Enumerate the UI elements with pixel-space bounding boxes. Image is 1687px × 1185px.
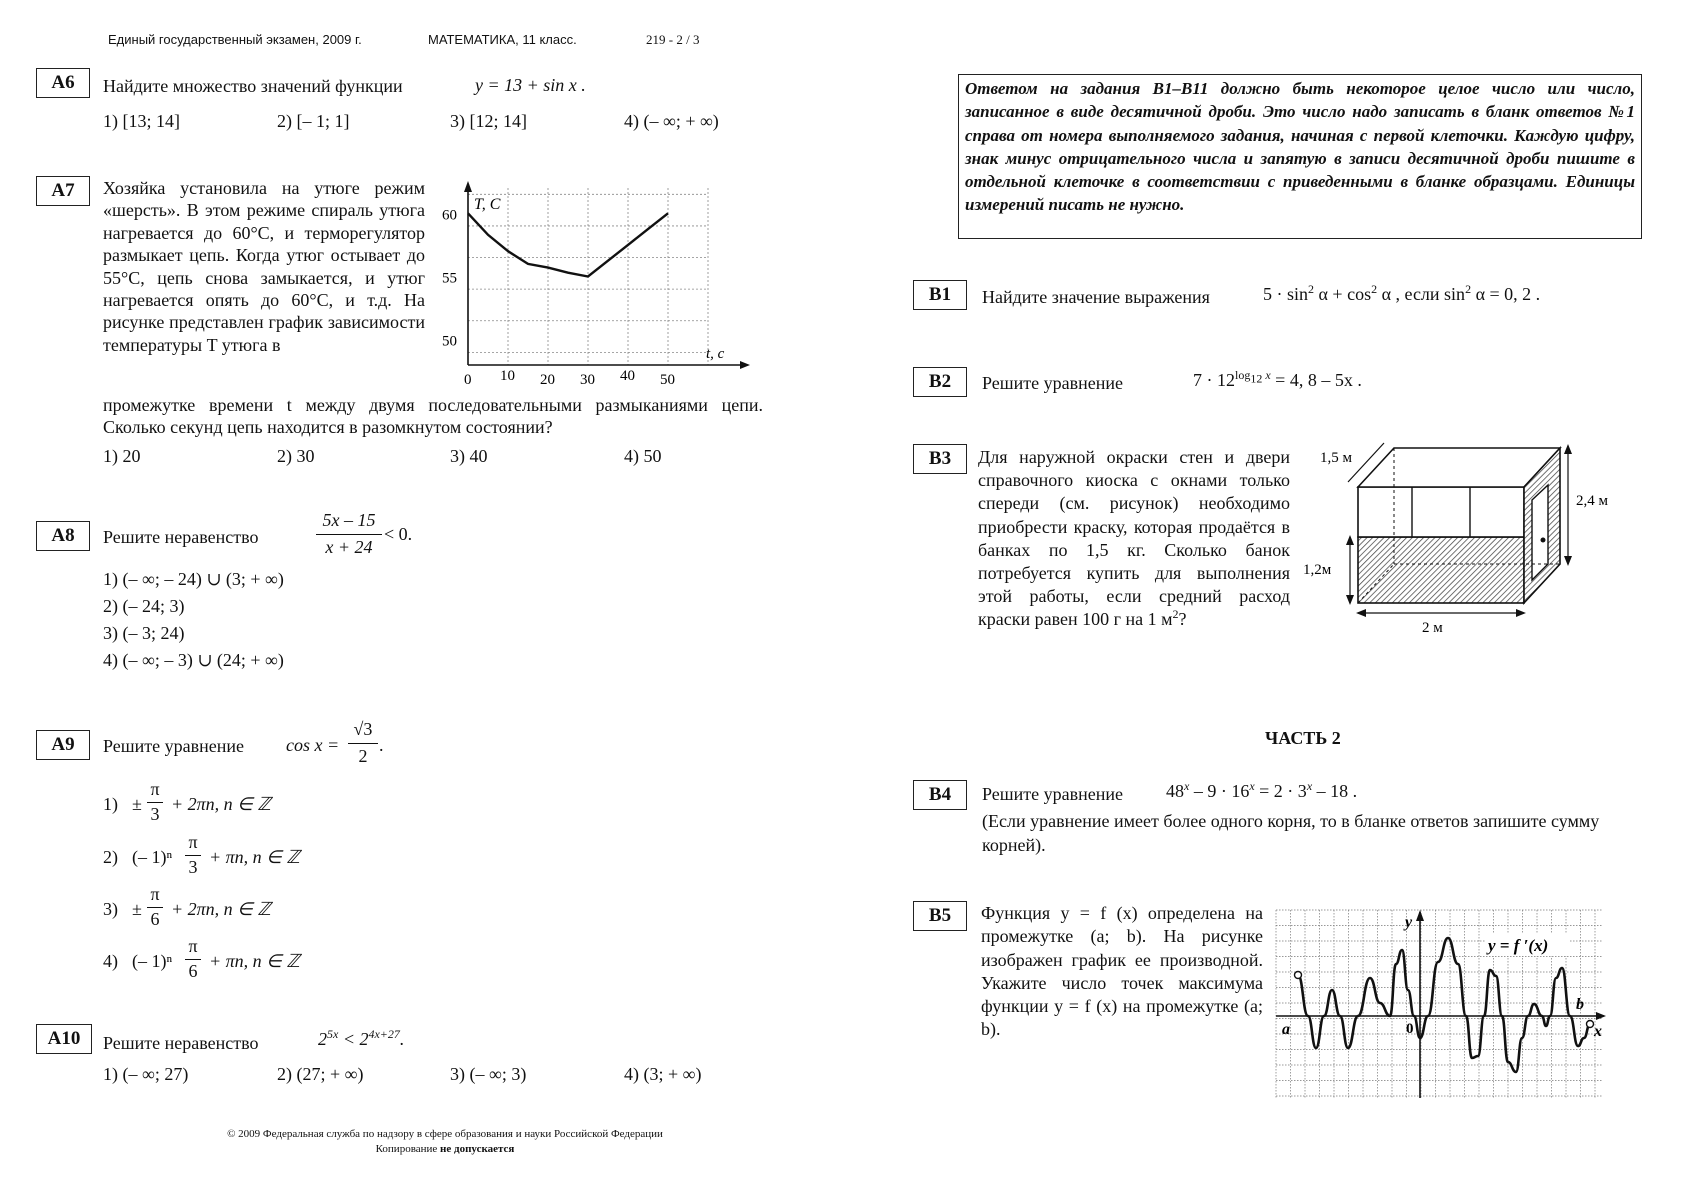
task-a9-option-4-fraction-numerator: π: [188, 936, 198, 956]
dim-lower-arrow-top: [1346, 535, 1354, 545]
task-a10-option-1: 1) (– ∞; 27): [103, 1064, 189, 1084]
dim-lower-label: 1,2м: [1303, 562, 1332, 578]
task-a7-text: Хозяйка установила на утюге режим «шерсть». В этом режиме спираль утюга нагревается до 60°С, и терморегулятор размыкает цепь. Когда утюг остывает до 55°С, цепь снова замыкается, и утюг нагревается опять до 60°С, и т.д. На рисунке представлен график зависимости температуры T утюга в: [103, 178, 425, 355]
chart-x-tick-label: 40: [620, 368, 635, 384]
derivative-y-axis-arrow: [1416, 910, 1424, 921]
task-a9-option-1-fraction-bar: [147, 802, 163, 803]
task-b3-tag: В3: [913, 444, 967, 474]
task-a9-option-2-suffix: + πn, n ∈ ℤ: [209, 847, 300, 867]
task-a8-relation: < 0.: [384, 524, 413, 544]
task-a10-expression: $2^{5x} < 2^{4x+27}$.: [318, 1027, 405, 1049]
task-a9-option-2-fraction-bar: [185, 855, 201, 856]
task-b2-tag: В2: [913, 367, 967, 397]
task-a9-option-2-prefix: (– 1)ⁿ: [132, 847, 173, 867]
task-a9-tag: А9: [36, 730, 90, 760]
task-a9-option-3-fraction-denominator: 6: [150, 909, 160, 929]
task-a10-option-4: 4) (3; + ∞): [624, 1064, 702, 1084]
task-a6-option-1: 1) [13; 14]: [103, 111, 180, 131]
task-a7-option-2: 2) 30: [277, 446, 315, 466]
task-a6-option-2: 2) [– 1; 1]: [277, 111, 350, 131]
derivative-open-endpoint-a: [1295, 972, 1302, 979]
derivative-function-label: y = f ′(x): [1488, 936, 1549, 955]
task-a9-option-1-fraction-numerator: π: [150, 779, 160, 799]
task-a8-question: Решите неравенство: [103, 527, 259, 547]
chart-x-tick-label: 0: [464, 372, 472, 388]
dim-height-label: 2,4 м: [1576, 493, 1608, 509]
task-a6-question: Найдите множество значений функции: [103, 76, 403, 96]
task-a10-option-3: 3) (– ∞; 3): [450, 1064, 527, 1084]
task-b1-tag: В1: [913, 280, 967, 310]
task-a9-option-3-number: 3): [103, 899, 118, 919]
chart-y-axis-label: T, C: [474, 196, 501, 213]
task-a9-option-4-fraction-bar: [185, 959, 201, 960]
dim-height-arrow-top: [1564, 444, 1572, 454]
task-a6-tag: А6: [36, 68, 90, 98]
task-a7-option-1: 1) 20: [103, 446, 141, 466]
chart-y-tick-label: 60: [442, 207, 457, 224]
task-b1-question: Найдите значение выражения: [982, 287, 1210, 307]
task-b4-note: (Если уравнение имеет более одного корня, то в бланке ответов запишите сумму корней).: [982, 811, 1600, 855]
chart-series-line: [468, 213, 668, 276]
derivative-a-label: a: [1282, 1021, 1290, 1038]
chart-x-tick-label: 20: [540, 372, 555, 388]
task-b5-text: Функция y = f (x) определена на промежутке (a; b). На рисунке изображен график ее производной. Укажите число точек максимума функции y = f (x) на промежутке (a; b).: [981, 903, 1263, 1040]
derivative-curve: [1298, 938, 1590, 1072]
task-a9-option-4-number: 4): [103, 951, 118, 971]
task-a9-option-1-suffix: + 2πn, n ∈ ℤ: [171, 794, 271, 814]
task-a6-option-3: 3) [12; 14]: [450, 111, 527, 131]
iron-temperature-chart: [440, 180, 750, 390]
task-a7-option-3: 3) 40: [450, 446, 488, 466]
dim-width-arrow-left: [1356, 609, 1366, 617]
header-subject: МАТЕМАТИКА, 11 класс.: [428, 32, 577, 47]
task-b4-tag: В4: [913, 780, 967, 810]
chart-x-tick-label: 10: [500, 368, 515, 384]
task-a7-option-4: 4) 50: [624, 446, 662, 466]
chart-x-axis-arrow: [740, 361, 750, 369]
kiosk-door-handle: [1541, 538, 1546, 543]
task-a8-fraction-bar: [316, 534, 382, 535]
task-b4-expression: $48^x - 9 \cdot 16^x = 2 \cdot 3^x - 18$ .: [1166, 779, 1358, 801]
derivative-open-endpoint-b: [1587, 1021, 1594, 1028]
task-a9-option-2-fraction-numerator: π: [188, 832, 198, 852]
task-b3-text: Для наружной окраски стен и двери справочного киоска с окнами только спереди (см. рисунок) необходимо приобрести краску, которая продаётся в банках по 1,5 кг. Сколько банок потребуется купить для выполнения этой работы, если средний расход краски равен 100 г на 1 $м^2$?: [978, 447, 1290, 630]
task-a10-question: Решите неравенство: [103, 1033, 259, 1053]
dim-depth-label: 1,5 м: [1320, 450, 1352, 466]
kiosk-door: [1532, 485, 1548, 580]
task-a10-option-2: 2) (27; + ∞): [277, 1064, 364, 1084]
chart-x-axis-label: t, c: [706, 346, 725, 362]
chart-x-tick-label: 50: [660, 372, 675, 388]
task-b2-question: Решите уравнение: [982, 373, 1123, 393]
task-a6-option-4: 4) (– ∞; + ∞): [624, 111, 719, 131]
task-b1-expression: $5 \cdot \sin^2 \alpha + \cos^2 \alpha$ , если $\sin^2 \alpha = 0$, 2 .: [1263, 282, 1541, 304]
task-a9-period: .: [379, 735, 384, 755]
dim-height-arrow-bottom: [1564, 556, 1572, 566]
task-a9-option-3-prefix: ±: [132, 899, 142, 919]
derivative-origin-label: 0: [1406, 1021, 1414, 1037]
task-a9-option-2-fraction-denominator: 3: [188, 857, 198, 877]
task-a9-option-3-fraction-bar: [147, 907, 163, 908]
task-b4-question: Решите уравнение: [982, 784, 1123, 804]
task-a8-option-2: 2) (– 24; 3): [103, 596, 185, 616]
derivative-y-label: y: [1405, 914, 1413, 931]
footer-copy-notice: Копирование не допускается: [375, 1143, 515, 1155]
task-a9-option-3-suffix: + 2πn, n ∈ ℤ: [171, 899, 271, 919]
task-a10-tag: А10: [36, 1024, 92, 1054]
task-a9-option-3-fraction-numerator: π: [150, 884, 160, 904]
task-b5-tag: В5: [913, 901, 967, 931]
task-a9-option-1-prefix: ±: [132, 794, 142, 814]
task-a8-tag: А8: [36, 521, 90, 551]
task-a9-question: Решите уравнение: [103, 736, 244, 756]
task-a9-option-4-fraction-denominator: 6: [188, 961, 198, 981]
chart-y-tick-label: 50: [442, 333, 457, 350]
task-a7-tag: А7: [36, 176, 90, 206]
chart-y-tick-label: 55: [442, 270, 457, 287]
footer-copyright: © 2009 Федеральная служба по надзору в сфере образования и науки Российской Федерации: [227, 1128, 663, 1140]
task-a8-option-1: 1) (– ∞; – 24) ∪ (3; + ∞): [103, 569, 284, 589]
header-page-code: 219 - 2 / 3: [646, 32, 700, 47]
task-a8-numerator: 5x – 15: [322, 510, 376, 530]
dim-lower-arrow-bottom: [1346, 595, 1354, 605]
derivative-x-label: x: [1594, 1023, 1602, 1040]
task-a9-fraction-bar: [348, 743, 378, 744]
task-a8-option-4: 4) (– ∞; – 3) ∪ (24; + ∞): [103, 650, 284, 670]
task-a8-denominator: x + 24: [325, 537, 373, 557]
dim-width-arrow-right: [1516, 609, 1526, 617]
dim-width-label: 2 м: [1422, 620, 1443, 636]
derivative-graph: [1272, 908, 1612, 1104]
task-a7-text-tail: промежутке времени t между двумя последовательными размыканиями цепи. Сколько секунд цепь находится в разомкнутом состоянии?: [103, 395, 763, 438]
task-a9-option-1-number: 1): [103, 794, 118, 814]
task-a9-option-1-fraction-denominator: 3: [150, 804, 160, 824]
task-a9-option-4-suffix: + πn, n ∈ ℤ: [209, 951, 300, 971]
kiosk-figure: [1300, 440, 1620, 640]
kiosk-front-windows: [1358, 487, 1524, 537]
task-a9-lhs: cos x =: [286, 735, 340, 755]
task-a9-option-4-prefix: (– 1)ⁿ: [132, 951, 173, 971]
part-2-heading: ЧАСТЬ 2: [1265, 728, 1341, 748]
derivative-b-label: b: [1576, 996, 1584, 1013]
task-a9-option-2-number: 2): [103, 847, 118, 867]
task-a9-denominator: 2: [358, 746, 368, 766]
task-a9-numerator: √3: [353, 719, 373, 739]
task-a8-option-3: 3) (– 3; 24): [103, 623, 185, 643]
header-exam: Единый государственный экзамен, 2009 г.: [108, 32, 362, 47]
instructions-box: Ответом на задания В1–В11 должно быть некоторое целое число или число, записанное в виде десятичной дроби. Это число надо записать в бланк ответов №1 справа от номера выполняемого задания, начиная с первой клеточки. Каждую цифру, знак минус отрицательного числа и запятую в записи десятичной дроби пишите в отдельной клеточке в соответствии с приведенными в бланке образцами. Единицы измерений писать не нужно.: [958, 74, 1642, 239]
chart-y-axis-arrow: [464, 181, 472, 192]
chart-x-tick-label: 30: [580, 372, 595, 388]
task-a6-formula: y = 13 + sin x .: [475, 75, 586, 95]
task-b2-expression: $7 \cdot 12^{log_{12} x} = 4$, 8 – 5x .: [1193, 368, 1362, 390]
kiosk-front-lower-wall: [1358, 537, 1524, 603]
